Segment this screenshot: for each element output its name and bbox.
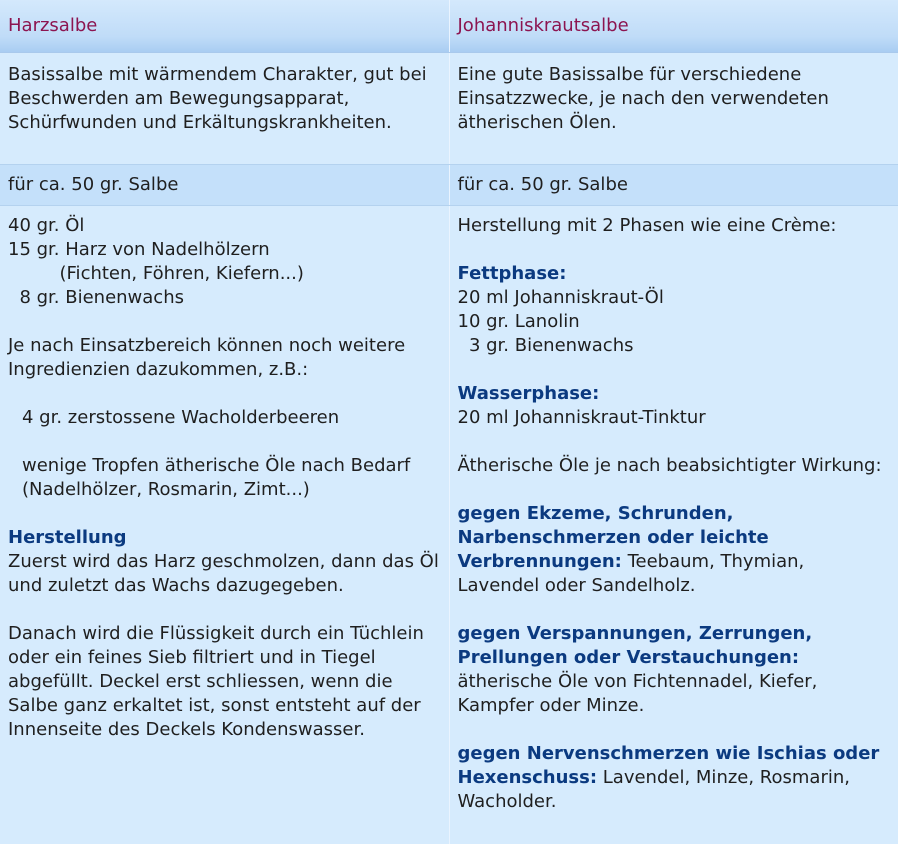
description-row [0, 53, 898, 165]
use-label: gegen Verspannungen, Zerrungen, Prellungen oder Verstauchungen: [457, 623, 813, 668]
johanniskrautsalbe-title: Johanniskrautsalbe [449, 0, 898, 53]
extra-item: wenige Tropfen ätherische Öle nach Bedarf (Nadelhölzer, Rosmarin, Zimt...) [22, 455, 411, 500]
use-label: gegen Ekzeme, Schrunden, Narbenschmerzen oder leichte Verbrennungen: [457, 503, 769, 572]
use-label: gegen Nervenschmerzen wie Ischias oder Hexenschuss: [457, 743, 880, 788]
method-step: Zuerst wird das Harz geschmolzen, dann das Öl und zuletzt das Wachs dazugegeben. [8, 551, 439, 596]
harzsalbe-recipe [0, 206, 449, 844]
fat-phase-heading: Fettphase: [457, 263, 567, 284]
header-row [0, 0, 898, 53]
method-intro: Herstellung mit 2 Phasen wie eine Crème: [457, 215, 837, 236]
method-heading: Herstellung [8, 527, 127, 548]
johanniskrautsalbe-description: Eine gute Basissalbe für verschiedene Einsatzzwecke, je nach den verwendeten ätherischen Ölen. [449, 53, 898, 165]
oils-intro: Ätherische Öle je nach beabsichtigter Wirkung: [457, 455, 882, 476]
use-text: ätherische Öle von Fichtennadel, Kiefer, Kampfer oder Minze. [457, 671, 818, 716]
ingredient-line: 40 gr. Öl [8, 215, 85, 236]
quantity-row [0, 165, 898, 206]
harzsalbe-description: Basissalbe mit wärmendem Charakter, gut bei Beschwerden am Bewegungsapparat, Schürfwunden und Erkältungskrankheiten. [0, 53, 449, 165]
use-item [458, 502, 891, 598]
water-phase-item: 20 ml Johanniskraut-Tinktur [457, 407, 706, 428]
use-item [458, 622, 891, 718]
ingredient-line: 15 gr. Harz von Nadelhölzern [8, 239, 270, 260]
water-phase-heading: Wasserphase: [457, 383, 600, 404]
recipe-body-row [0, 206, 898, 844]
harzsalbe-quantity: für ca. 50 gr. Salbe [0, 165, 449, 206]
fat-phase-item: 10 gr. Lanolin [457, 311, 580, 332]
use-text: Teebaum, Thymian, Lavendel oder Sandelholz. [457, 551, 805, 596]
method-step: Danach wird die Flüssigkeit durch ein Tüchlein oder ein feines Sieb filtriert und in Tiegel abgefüllt. Deckel erst schliessen, wenn die Salbe ganz erkaltet ist, sonst entsteht auf der Innenseite des Deckels Kondenswasser. [8, 623, 424, 740]
fat-phase-item: 3 gr. Bienenwachs [457, 335, 634, 356]
johanniskrautsalbe-quantity: für ca. 50 gr. Salbe [449, 165, 898, 206]
extras-intro: Je nach Einsatzbereich können noch weitere Ingredienzien dazukommen, z.B.: [8, 335, 406, 380]
ingredient-line: 8 gr. Bienenwachs [8, 287, 184, 308]
fat-phase-item: 20 ml Johanniskraut-Öl [457, 287, 664, 308]
harzsalbe-title: Harzsalbe [0, 0, 449, 53]
use-text: Lavendel, Minze, Rosmarin, Wacholder. [457, 767, 850, 812]
extra-item: 4 gr. zerstossene Wacholderbeeren [22, 407, 340, 428]
ingredient-line: (Fichten, Föhren, Kiefern...) [8, 263, 304, 284]
use-item [458, 742, 891, 814]
johanniskrautsalbe-recipe [449, 206, 898, 844]
